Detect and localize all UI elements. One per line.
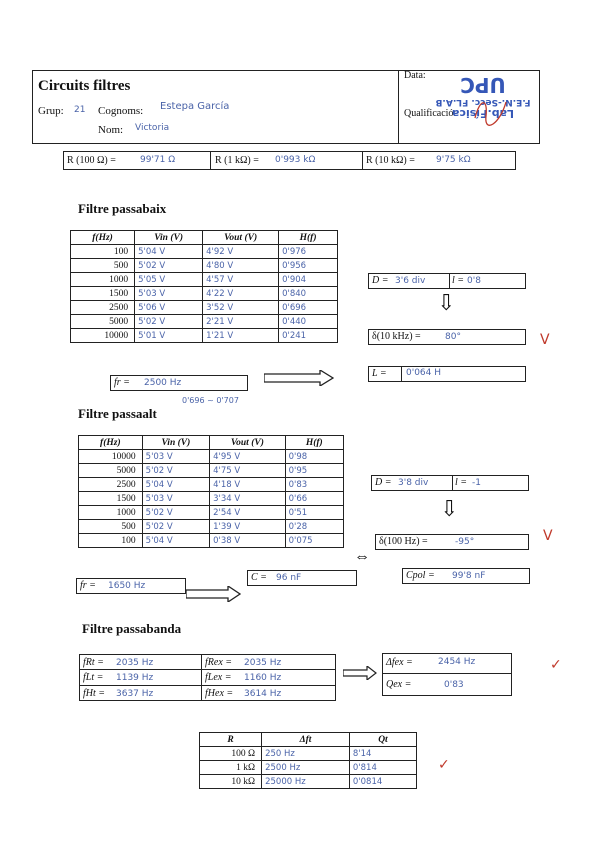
nom-label: Nom:	[98, 124, 124, 136]
r10k-label: R (10 kΩ) =	[366, 155, 415, 166]
table-row	[200, 775, 417, 789]
passabaix-table	[70, 230, 338, 343]
row-value-cell: 0'075	[285, 534, 343, 548]
table-row	[71, 245, 338, 259]
fHt-label: fHt =	[83, 688, 106, 699]
passaalt-title: Filtre passaalt	[78, 406, 157, 421]
pb-l-value: 0'8	[467, 276, 481, 286]
pa-Cpol-label: Cpol =	[406, 570, 435, 581]
grup-label: Grup:	[38, 105, 64, 117]
pband-row-line	[79, 685, 336, 686]
pa-D-box	[371, 475, 529, 491]
row-value-cell: 0'976	[279, 245, 338, 259]
row-value-cell: 5'02 V	[135, 315, 203, 329]
nom-value: Victoria	[135, 123, 170, 133]
pband-right-line	[382, 673, 512, 674]
passabanda-title: Filtre passabanda	[82, 621, 182, 636]
row-value-cell: 5'04 V	[142, 478, 209, 492]
pb-fr-label: fr =	[114, 377, 130, 388]
row-key-cell: 500	[71, 259, 135, 273]
col-header: Vin (V)	[142, 436, 209, 450]
pa-C-value: 96 nF	[276, 573, 302, 583]
res-divider-1	[210, 151, 211, 170]
row-value-cell: 4'75 V	[210, 464, 285, 478]
cognoms-value: Estepa García	[160, 101, 230, 112]
row-value-cell: 4'18 V	[210, 478, 285, 492]
row-value-cell: 1'39 V	[210, 520, 285, 534]
row-value-cell: 8'14	[349, 747, 416, 761]
col-header: H(f)	[285, 436, 343, 450]
table-row	[79, 520, 344, 534]
row-key-cell: 2500	[79, 478, 143, 492]
row-value-cell: 3'34 V	[210, 492, 285, 506]
row-value-cell: 5'05 V	[135, 273, 203, 287]
pa-D-divider	[452, 475, 453, 491]
row-value-cell: 0'696	[279, 301, 338, 315]
col-header: f(Hz)	[71, 231, 135, 245]
right-arrow-icon	[343, 666, 377, 680]
table-row	[79, 478, 344, 492]
fHex-label: fHex =	[205, 688, 234, 699]
passabanda-table	[199, 732, 417, 789]
row-key-cell: 100	[71, 245, 135, 259]
row-key-cell: 1500	[79, 492, 143, 506]
fLt-label: fLt =	[83, 672, 104, 683]
grup-value: 21	[74, 105, 86, 115]
passabaix-title: Filtre passabaix	[78, 201, 167, 216]
row-value-cell: 1'21 V	[203, 329, 279, 343]
row-value-cell: 25000 Hz	[262, 775, 350, 789]
right-arrow-icon	[186, 586, 241, 602]
row-key-cell: 5000	[71, 315, 135, 329]
table-row	[71, 259, 338, 273]
down-arrow-icon: ⇩	[437, 290, 456, 315]
row-key-cell: 10000	[71, 329, 135, 343]
table-row	[71, 329, 338, 343]
pb-D-value: 3'6 div	[395, 276, 426, 286]
row-value-cell: 4'57 V	[203, 273, 279, 287]
pb-L-value: 0'064 H	[406, 368, 442, 378]
stamp-line1: Lab.Física	[451, 107, 515, 120]
fLt-value: 1139 Hz	[116, 673, 154, 683]
qualificacio-label: Qualificació:	[404, 108, 457, 119]
row-value-cell: 0'0814	[349, 775, 416, 789]
col-header: Qt	[349, 733, 416, 747]
r100-label: R (100 Ω) =	[67, 155, 116, 166]
row-value-cell: 0'51	[285, 506, 343, 520]
check-icon: ✓	[438, 757, 450, 773]
table-row	[79, 450, 344, 464]
pa-fr-label: fr =	[80, 580, 96, 591]
row-value-cell: 5'04 V	[142, 534, 209, 548]
row-value-cell: 5'04 V	[135, 245, 203, 259]
page-title: Circuits filtres	[38, 78, 131, 94]
table-row	[79, 506, 344, 520]
row-key-cell: 100	[79, 534, 143, 548]
row-value-cell: 0'840	[279, 287, 338, 301]
row-key-cell: 1000	[79, 506, 143, 520]
dfex-label: Δfex =	[386, 657, 413, 668]
col-header: Δft	[262, 733, 350, 747]
header-divider	[398, 70, 399, 144]
row-value-cell: 0'904	[279, 273, 338, 287]
row-value-cell: 5'06 V	[135, 301, 203, 315]
pa-fr-value: 1650 Hz	[108, 581, 146, 591]
row-value-cell: 5'02 V	[142, 506, 209, 520]
row-value-cell: 5'03 V	[135, 287, 203, 301]
row-value-cell: 250 Hz	[262, 747, 350, 761]
row-value-cell: 0'98	[285, 450, 343, 464]
row-value-cell: 4'92 V	[203, 245, 279, 259]
r100-value: 99'71 Ω	[140, 155, 176, 165]
pa-D-label: D =	[375, 477, 392, 488]
pband-divider	[201, 654, 202, 701]
pa-delta-label: δ(100 Hz) =	[379, 536, 428, 547]
row-value-cell: 2'54 V	[210, 506, 285, 520]
table-row	[200, 747, 417, 761]
table-row	[71, 315, 338, 329]
col-header: Vout (V)	[203, 231, 279, 245]
cognoms-label: Cognoms:	[98, 105, 144, 117]
fRex-label: fRex =	[205, 657, 233, 668]
row-value-cell: 0'814	[349, 761, 416, 775]
pb-fr-value: 2500 Hz	[144, 378, 182, 388]
row-key-cell: 5000	[79, 464, 143, 478]
row-key-cell: 1000	[71, 273, 135, 287]
row-value-cell: 4'22 V	[203, 287, 279, 301]
pb-D-divider	[449, 273, 450, 289]
stamp-line2: F.E.N.-Secc. FL.A.B	[435, 97, 531, 107]
dfex-value: 2454 Hz	[438, 657, 476, 667]
pb-l-label: l =	[452, 275, 465, 286]
check-icon: ✓	[550, 657, 562, 673]
row-value-cell: 5'03 V	[142, 450, 209, 464]
pa-C-label: C =	[251, 572, 267, 583]
col-header: Vin (V)	[135, 231, 203, 245]
pb-delta-value: 80°	[445, 332, 461, 342]
down-arrow-icon: ⇩	[440, 496, 459, 521]
row-value-cell: 2'21 V	[203, 315, 279, 329]
col-header: Vout (V)	[210, 436, 285, 450]
col-header: f(Hz)	[79, 436, 143, 450]
r1k-label: R (1 kΩ) =	[215, 155, 259, 166]
pa-l-label: l =	[455, 477, 468, 488]
row-key-cell: 1 kΩ	[200, 761, 262, 775]
table-row	[79, 492, 344, 506]
check-icon: V	[543, 528, 553, 544]
Qex-value: 0'83	[444, 680, 464, 690]
double-arrow-icon: ⇔	[354, 548, 370, 565]
row-value-cell: 2500 Hz	[262, 761, 350, 775]
table-row	[200, 761, 417, 775]
row-value-cell: 0'241	[279, 329, 338, 343]
row-value-cell: 3'52 V	[203, 301, 279, 315]
pa-D-value: 3'8 div	[398, 478, 429, 488]
table-row	[71, 301, 338, 315]
row-value-cell: 4'80 V	[203, 259, 279, 273]
row-key-cell: 100 Ω	[200, 747, 262, 761]
data-label: Data:	[404, 70, 426, 81]
row-value-cell: 0'38 V	[210, 534, 285, 548]
col-header: R	[200, 733, 262, 747]
table-row	[71, 273, 338, 287]
fRt-value: 2035 Hz	[116, 658, 154, 668]
row-value-cell: 0'95	[285, 464, 343, 478]
row-value-cell: 5'01 V	[135, 329, 203, 343]
pb-delta-label: δ(10 kHz) =	[372, 331, 421, 342]
pb-note: 0'696 ~ 0'707	[182, 396, 239, 405]
row-key-cell: 10 kΩ	[200, 775, 262, 789]
row-value-cell: 5'03 V	[142, 492, 209, 506]
check-icon: V	[540, 332, 550, 348]
fHt-value: 3637 Hz	[116, 689, 154, 699]
pa-Cpol-value: 99'8 nF	[452, 571, 486, 581]
row-value-cell: 5'02 V	[142, 520, 209, 534]
fRt-label: fRt =	[83, 657, 104, 668]
right-arrow-icon	[264, 370, 334, 386]
fLex-label: fLex =	[205, 672, 232, 683]
pa-l-value: -1	[472, 478, 481, 488]
fRex-value: 2035 Hz	[244, 658, 282, 668]
row-value-cell: 0'66	[285, 492, 343, 506]
row-value-cell: 5'02 V	[142, 464, 209, 478]
row-value-cell: 4'95 V	[210, 450, 285, 464]
row-value-cell: 0'956	[279, 259, 338, 273]
row-value-cell: 0'83	[285, 478, 343, 492]
signature-scribble	[470, 96, 510, 126]
stamp-line3: UPC	[460, 73, 506, 97]
res-divider-2	[362, 151, 363, 170]
r1k-value: 0'993 kΩ	[275, 155, 316, 165]
row-key-cell: 500	[79, 520, 143, 534]
row-value-cell: 0'28	[285, 520, 343, 534]
table-row	[79, 464, 344, 478]
pb-D-box	[368, 273, 526, 289]
pa-delta-value: -95°	[455, 537, 475, 547]
row-key-cell: 1500	[71, 287, 135, 301]
r10k-value: 9'75 kΩ	[436, 155, 471, 165]
Qex-label: Qex =	[386, 679, 412, 690]
row-value-cell: 0'440	[279, 315, 338, 329]
table-row	[71, 287, 338, 301]
col-header: H(f)	[279, 231, 338, 245]
passaalt-table	[78, 435, 344, 548]
pb-L-label: L =	[372, 368, 387, 379]
row-value-cell: 5'02 V	[135, 259, 203, 273]
row-key-cell: 2500	[71, 301, 135, 315]
pband-row-line	[79, 669, 336, 670]
row-key-cell: 10000	[79, 450, 143, 464]
table-row	[79, 534, 344, 548]
pb-D-label: D =	[372, 275, 389, 286]
fHex-value: 3614 Hz	[244, 689, 282, 699]
fLex-value: 1160 Hz	[244, 673, 282, 683]
